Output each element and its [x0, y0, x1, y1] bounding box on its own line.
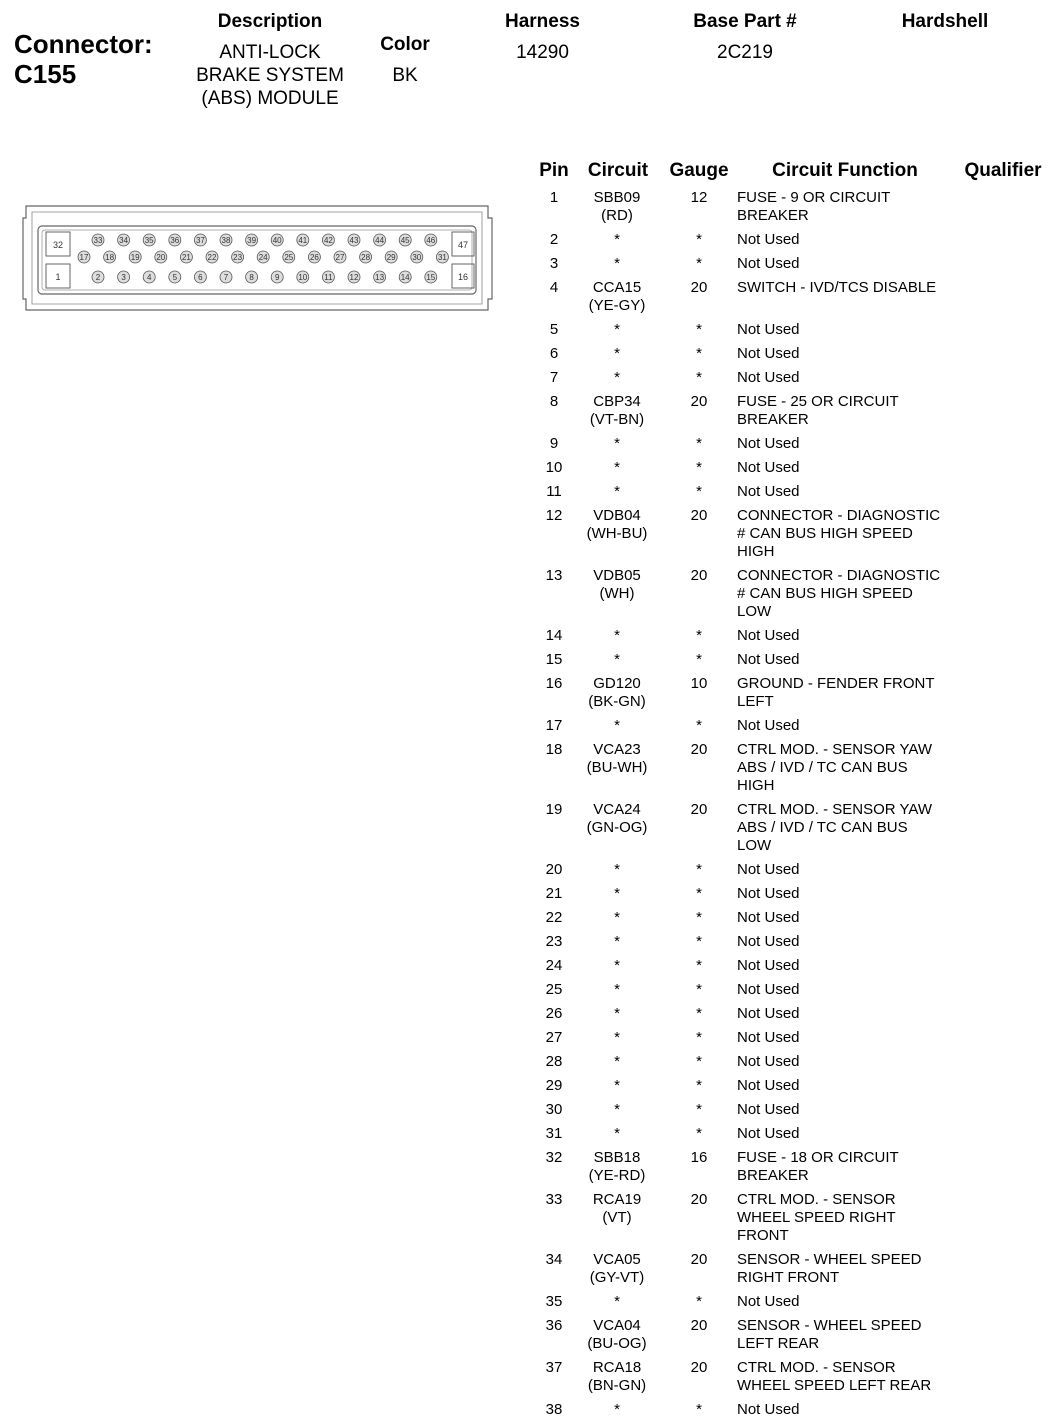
pin-cell: 19 [545, 801, 563, 818]
pin-cavity [322, 271, 334, 283]
circuit-cell: * [614, 885, 620, 902]
gauge-cell: * [696, 321, 702, 338]
svg-text:13: 13 [375, 273, 385, 282]
gauge-cell: 20 [690, 801, 708, 818]
circuit-cell: * [614, 1077, 620, 1094]
gauge-cell: 20 [690, 1317, 708, 1334]
pin-cavity [220, 271, 232, 283]
pin-cell: 35 [545, 1293, 563, 1310]
pin-cavity [92, 271, 104, 283]
function-cell: Not Used [737, 627, 800, 644]
svg-text:3: 3 [121, 273, 126, 282]
pin-cavity [308, 251, 320, 263]
svg-text:2: 2 [95, 273, 101, 282]
description-value [170, 41, 370, 110]
pin-cavity [180, 251, 192, 263]
svg-text:30: 30 [412, 253, 422, 262]
pin-cell: 22 [545, 909, 563, 926]
gauge-cell: * [696, 909, 702, 926]
svg-text:44: 44 [375, 236, 385, 245]
svg-text:34: 34 [119, 236, 129, 245]
pin-cell: 9 [549, 435, 559, 452]
gauge-cell: * [696, 345, 702, 362]
col-header-circuit-function: Circuit Function [772, 160, 918, 181]
pin-cell: 10 [545, 459, 563, 476]
svg-text:14: 14 [400, 273, 410, 282]
pin-cell: 24 [545, 957, 563, 974]
function-cell: Not Used [737, 1401, 800, 1418]
svg-text:45: 45 [400, 236, 410, 245]
function-cell: Not Used [737, 1053, 800, 1070]
svg-text:5: 5 [172, 273, 178, 282]
gauge-cell: * [696, 1077, 702, 1094]
gauge-cell: 20 [690, 279, 708, 296]
svg-text:12: 12 [349, 273, 359, 282]
svg-text:33: 33 [93, 236, 103, 245]
circuit-cell: * [614, 957, 620, 974]
gauge-cell: 20 [690, 1191, 708, 1208]
pin-cavity [104, 251, 116, 263]
circuit-cell: * [614, 717, 620, 734]
gauge-cell: * [696, 369, 702, 386]
circuit-cell: SBB09 (RD) [593, 189, 641, 224]
svg-text:46: 46 [426, 236, 436, 245]
function-cell: Not Used [737, 483, 800, 500]
pin-cavity [78, 251, 90, 263]
description-line: ANTI-LOCK [219, 42, 321, 63]
pin-cell: 30 [545, 1101, 563, 1118]
svg-text:20: 20 [156, 253, 166, 262]
pin-cavity [374, 234, 386, 246]
gauge-cell: * [696, 1029, 702, 1046]
circuit-cell: * [614, 255, 620, 272]
pin-cavity [246, 271, 258, 283]
gauge-cell: 20 [690, 507, 708, 524]
svg-text:36: 36 [170, 236, 180, 245]
function-cell: CTRL MOD. - SENSOR WHEEL SPEED RIGHT FRONT [737, 1191, 896, 1244]
pin-cell: 7 [549, 369, 559, 386]
gauge-cell: * [696, 717, 702, 734]
pin-cavity [297, 271, 309, 283]
function-cell: FUSE - 18 OR CIRCUIT BREAKER [737, 1149, 899, 1184]
pin-cavity [399, 271, 411, 283]
description-line: (ABS) MODULE [201, 88, 339, 109]
pin-cell: 13 [545, 567, 563, 584]
pin-cavity [425, 271, 437, 283]
gauge-cell: * [696, 1125, 702, 1142]
svg-text:28: 28 [361, 253, 371, 262]
pin-cell: 12 [545, 507, 563, 524]
function-cell: Not Used [737, 1005, 800, 1022]
function-cell: Not Used [737, 255, 800, 272]
col-header-qualifier: Qualifier [964, 160, 1042, 181]
gauge-cell: * [696, 1101, 702, 1118]
function-cell: Not Used [737, 1077, 800, 1094]
circuit-cell: * [614, 1005, 620, 1022]
gauge-cell: * [696, 933, 702, 950]
function-cell: CTRL MOD. - SENSOR YAW ABS / IVD / TC CAN BUS LOW [737, 801, 933, 854]
col-header-pin: Pin [539, 160, 569, 181]
gauge-cell: * [696, 651, 702, 668]
circuit-cell: VCA24 (GN-OG) [586, 801, 648, 836]
gauge-cell: * [696, 1053, 702, 1070]
pin-cell: 4 [549, 279, 559, 296]
function-cell: CTRL MOD. - SENSOR WHEEL SPEED LEFT REAR [737, 1359, 932, 1394]
svg-text:35: 35 [144, 236, 154, 245]
pin-cavity [271, 234, 283, 246]
svg-text:41: 41 [298, 236, 308, 245]
svg-text:18: 18 [105, 253, 115, 262]
circuit-cell: RCA18 (BN-GN) [587, 1359, 647, 1394]
gauge-cell: * [696, 981, 702, 998]
large-cavity-label: 1 [55, 272, 61, 282]
circuit-cell: VDB04 (WH-BU) [586, 507, 648, 542]
gauge-cell: * [696, 231, 702, 248]
function-cell: CTRL MOD. - SENSOR YAW ABS / IVD / TC CAN BUS HIGH [737, 741, 933, 794]
circuit-cell: * [614, 231, 620, 248]
pin-cell: 8 [549, 393, 559, 410]
color-value: BK [392, 65, 418, 86]
gauge-cell: * [696, 1401, 702, 1418]
pin-cavity [194, 234, 206, 246]
function-cell: Not Used [737, 459, 800, 476]
function-cell: Not Used [737, 957, 800, 974]
function-cell: SENSOR - WHEEL SPEED RIGHT FRONT [737, 1251, 922, 1286]
svg-text:7: 7 [223, 273, 229, 282]
pin-cell: 5 [549, 321, 559, 338]
pin-cell: 29 [545, 1077, 563, 1094]
gauge-cell: * [696, 627, 702, 644]
pin-cavity [283, 251, 295, 263]
pin-cavity [155, 251, 167, 263]
pin-cell: 32 [545, 1149, 563, 1166]
pin-cavity [232, 251, 244, 263]
svg-text:9: 9 [274, 273, 280, 282]
svg-text:26: 26 [309, 253, 319, 262]
svg-text:31: 31 [437, 253, 447, 262]
circuit-cell: * [614, 369, 620, 386]
gauge-cell: * [696, 885, 702, 902]
svg-text:42: 42 [323, 236, 333, 245]
function-cell: Not Used [737, 1101, 800, 1118]
pin-cell: 17 [545, 717, 563, 734]
function-cell: Not Used [737, 981, 800, 998]
function-cell: Not Used [737, 435, 800, 452]
col-header-gauge: Gauge [669, 160, 729, 181]
function-cell: GROUND - FENDER FRONT LEFT [737, 675, 935, 710]
circuit-cell: * [614, 627, 620, 644]
harness-value: 14290 [516, 42, 569, 63]
gauge-cell: 20 [690, 393, 708, 410]
gauge-cell: 10 [690, 675, 708, 692]
circuit-cell: CCA15 (YE-GY) [588, 279, 646, 314]
function-cell: CONNECTOR - DIAGNOSTIC # CAN BUS HIGH SPEED LOW [737, 567, 941, 620]
svg-text:39: 39 [247, 236, 257, 245]
pin-cavity [348, 234, 360, 246]
pin-cell: 23 [545, 933, 563, 950]
pin-cell: 11 [546, 483, 562, 500]
pin-cell: 33 [545, 1191, 563, 1208]
gauge-cell: * [696, 255, 702, 272]
circuit-cell: GD120 (BK-GN) [588, 675, 646, 710]
pin-cavity [169, 271, 181, 283]
function-cell: Not Used [737, 861, 800, 878]
svg-text:21: 21 [181, 253, 191, 262]
pin-cavity [206, 251, 218, 263]
circuit-cell: RCA19 (VT) [592, 1191, 642, 1226]
pin-cell: 16 [545, 675, 563, 692]
gauge-cell: 12 [690, 189, 708, 206]
svg-text:25: 25 [284, 253, 294, 262]
circuit-cell: * [614, 933, 620, 950]
function-cell: SWITCH - IVD/TCS DISABLE [737, 279, 937, 296]
function-cell: Not Used [737, 321, 800, 338]
circuit-cell: * [614, 1053, 620, 1070]
function-cell: SENSOR - WHEEL SPEED LEFT REAR [737, 1317, 922, 1352]
pin-cell: 25 [545, 981, 563, 998]
pin-cell: 14 [545, 627, 563, 644]
pin-cavity [360, 251, 372, 263]
pin-cell: 2 [549, 231, 559, 248]
pin-cavity [129, 251, 141, 263]
svg-text:17: 17 [79, 253, 89, 262]
pin-cell: 1 [549, 189, 559, 206]
svg-text:4: 4 [146, 273, 152, 282]
gauge-cell: * [696, 483, 702, 500]
pin-cavity [246, 234, 258, 246]
circuit-cell: * [614, 435, 620, 452]
function-cell: Not Used [737, 909, 800, 926]
pin-cavity [257, 251, 269, 263]
pin-cell: 28 [545, 1053, 563, 1070]
circuit-cell: * [614, 321, 620, 338]
pin-cavity [271, 271, 283, 283]
gauge-cell: 20 [690, 1359, 708, 1376]
circuit-cell: * [614, 861, 620, 878]
svg-text:38: 38 [221, 236, 231, 245]
gauge-cell: * [696, 459, 702, 476]
pin-cavity [334, 251, 346, 263]
function-cell: Not Used [737, 369, 800, 386]
gauge-cell: * [696, 1005, 702, 1022]
pin-cavity [399, 234, 411, 246]
function-cell: Not Used [737, 1125, 800, 1142]
pin-cell: 31 [545, 1125, 563, 1142]
svg-text:29: 29 [386, 253, 396, 262]
circuit-cell: * [614, 909, 620, 926]
connector-label: Connector: [14, 29, 153, 59]
function-cell: Not Used [737, 1293, 800, 1310]
pin-cavity [297, 234, 309, 246]
svg-text:37: 37 [195, 236, 205, 245]
svg-text:23: 23 [233, 253, 243, 262]
gauge-cell: 20 [690, 741, 708, 758]
svg-text:8: 8 [249, 273, 254, 282]
circuit-cell: SBB18 (YE-RD) [588, 1149, 646, 1184]
svg-text:6: 6 [198, 273, 203, 282]
pin-cavity [374, 271, 386, 283]
function-cell: Not Used [737, 885, 800, 902]
pin-cell: 37 [545, 1359, 563, 1376]
pin-cell: 20 [545, 861, 563, 878]
pin-cavity [143, 234, 155, 246]
large-cavity-label: 32 [52, 240, 64, 250]
connector-id: C155 [14, 59, 77, 89]
svg-text:24: 24 [258, 253, 268, 262]
pin-cavity [425, 234, 437, 246]
circuit-cell: * [614, 345, 620, 362]
function-cell: FUSE - 9 OR CIRCUIT BREAKER [737, 189, 891, 224]
svg-text:22: 22 [207, 253, 217, 262]
circuit-cell: CBP34 (VT-BN) [589, 393, 645, 428]
svg-text:43: 43 [349, 236, 359, 245]
pin-cavity [411, 251, 423, 263]
svg-text:15: 15 [426, 273, 436, 282]
pin-cell: 3 [549, 255, 559, 272]
pin-cavity [169, 234, 181, 246]
pin-cavity [348, 271, 360, 283]
circuit-cell: * [614, 1293, 620, 1310]
pin-cell: 26 [545, 1005, 563, 1022]
circuit-cell: VCA23 (BU-WH) [586, 741, 648, 776]
pin-cell: 36 [545, 1317, 563, 1334]
hardshell-heading: Hardshell [901, 11, 989, 32]
circuit-cell: * [614, 1125, 620, 1142]
description-heading: Description [217, 11, 323, 32]
circuit-cell: VCA05 (GY-VT) [589, 1251, 645, 1286]
pin-cell: 21 [545, 885, 563, 902]
gauge-cell: * [696, 861, 702, 878]
pin-cavity [436, 251, 448, 263]
circuit-cell: * [614, 981, 620, 998]
circuit-cell: * [614, 459, 620, 476]
circuit-cell: * [614, 1101, 620, 1118]
pin-cavity [143, 271, 155, 283]
large-cavity-label: 16 [457, 272, 469, 282]
function-cell: Not Used [737, 231, 800, 248]
pin-cell: 34 [545, 1251, 563, 1268]
svg-text:19: 19 [130, 253, 140, 262]
description-line: BRAKE SYSTEM [196, 65, 344, 86]
circuit-cell: VDB05 (WH) [593, 567, 641, 602]
function-cell: Not Used [737, 345, 800, 362]
pin-cavity [118, 234, 130, 246]
pin-cell: 27 [545, 1029, 563, 1046]
pin-cavity [385, 251, 397, 263]
svg-text:27: 27 [335, 253, 345, 262]
pin-cavity [92, 234, 104, 246]
base-part-value: 2C219 [717, 42, 773, 63]
pin-cavity [194, 271, 206, 283]
gauge-cell: * [696, 1293, 702, 1310]
circuit-cell: * [614, 1401, 620, 1418]
circuit-cell: * [614, 651, 620, 668]
base-part-heading: Base Part # [693, 11, 797, 32]
svg-text:10: 10 [298, 273, 308, 282]
gauge-cell: 20 [690, 1251, 708, 1268]
pin-cavity [118, 271, 130, 283]
function-cell: CONNECTOR - DIAGNOSTIC # CAN BUS HIGH SPEED HIGH [737, 507, 941, 560]
connector-face-diagram [22, 204, 494, 316]
pin-cell: 6 [549, 345, 559, 362]
large-cavity-label: 47 [457, 240, 469, 250]
col-header-circuit: Circuit [587, 160, 649, 181]
function-cell: Not Used [737, 933, 800, 950]
function-cell: Not Used [737, 1029, 800, 1046]
function-cell: Not Used [737, 717, 800, 734]
harness-heading: Harness [505, 11, 580, 32]
circuit-cell: * [614, 1029, 620, 1046]
color-heading: Color [380, 34, 430, 55]
pin-cavity [322, 234, 334, 246]
pin-cell: 18 [545, 741, 563, 758]
circuit-cell: * [614, 483, 620, 500]
svg-text:40: 40 [272, 236, 282, 245]
pin-cell: 15 [545, 651, 563, 668]
function-cell: FUSE - 25 OR CIRCUIT BREAKER [737, 393, 899, 428]
svg-text:11: 11 [324, 273, 333, 282]
function-cell: Not Used [737, 651, 800, 668]
gauge-cell: * [696, 435, 702, 452]
circuit-cell: VCA04 (BU-OG) [587, 1317, 647, 1352]
pin-cell: 38 [545, 1401, 563, 1418]
gauge-cell: 20 [690, 567, 708, 584]
pin-cavity [220, 234, 232, 246]
gauge-cell: 16 [690, 1149, 708, 1166]
gauge-cell: * [696, 957, 702, 974]
